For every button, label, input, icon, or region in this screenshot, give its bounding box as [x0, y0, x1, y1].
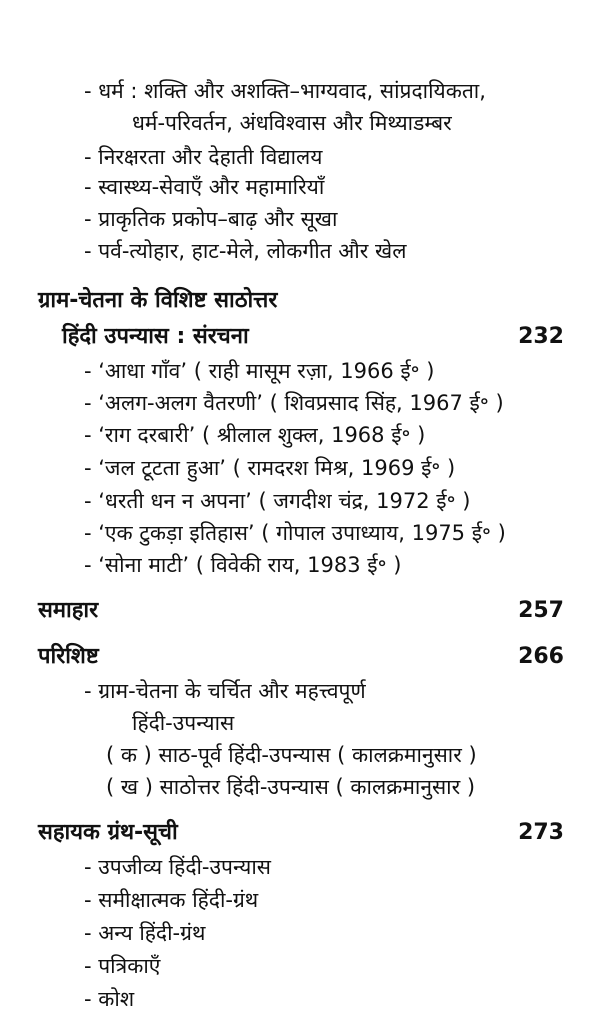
toc-subitem: - ग्राम-चेतना के चर्चित और महत्त्वपूर्ण — [84, 679, 366, 703]
toc-subitem: - धर्म : शक्ति और अशक्ति–भाग्यवाद, सांप्रदायिकता, — [84, 79, 486, 103]
toc-subitem-continuation: धर्म-परिवर्तन, अंधविश्वास और मिथ्याडम्बर — [132, 111, 452, 135]
section-heading: सहायक ग्रंथ-सूची — [38, 820, 178, 845]
toc-subitem: - स्वास्थ्य-सेवाएँ और महामारियाँ — [84, 175, 325, 199]
novel-entry: - ‘आधा गाँव’ ( राही मासूम रज़ा, 1966 ई॰ ) — [84, 359, 435, 383]
novel-entry: - ‘धरती धन न अपना’ ( जगदीश चंद्र, 1972 ई॰ ) — [84, 489, 471, 513]
bibliography-item: - उपजीव्य हिंदी-उपन्यास — [84, 855, 271, 879]
section-heading: समाहार — [38, 598, 99, 623]
toc-subitem: - प्राकृतिक प्रकोप–बाढ़ और सूखा — [84, 207, 338, 231]
bibliography-item: - समीक्षात्मक हिंदी-ग्रंथ — [84, 888, 259, 912]
toc-subitem-continuation: हिंदी-उपन्यास — [132, 711, 235, 735]
bibliography-item: - कोश — [84, 987, 135, 1011]
novel-entry: - ‘अलग-अलग वैतरणी’ ( शिवप्रसाद सिंह, 1967 ई॰ ) — [84, 391, 504, 415]
page-number: 232 — [518, 324, 564, 349]
bibliography-item: - पत्रिकाएँ — [84, 954, 161, 978]
page-number: 273 — [518, 820, 564, 845]
page-number: 257 — [518, 598, 564, 623]
novel-entry: - ‘सोना माटी’ ( विवेकी राय, 1983 ई॰ ) — [84, 553, 402, 577]
toc-subitem: - पर्व-त्योहार, हाट-मेले, लोकगीत और खेल — [84, 239, 407, 263]
novel-entry: - ‘राग दरबारी’ ( श्रीलाल शुक्ल, 1968 ई॰ ) — [84, 423, 426, 447]
appendix-entry: ( क ) साठ-पूर्व हिंदी-उपन्यास ( कालक्रमानुसार ) — [106, 743, 477, 767]
appendix-entry: ( ख ) साठोत्तर हिंदी-उपन्यास ( कालक्रमानुसार ) — [106, 775, 476, 799]
section-heading-continuation: हिंदी उपन्यास : संरचना — [62, 324, 249, 349]
bibliography-item: - अन्य हिंदी-ग्रंथ — [84, 921, 206, 945]
page-number: 266 — [518, 644, 564, 669]
section-heading: परिशिष्ट — [38, 644, 99, 669]
toc-subitem: - निरक्षरता और देहाती विद्यालय — [84, 145, 323, 169]
novel-entry: - ‘एक टुकड़ा इतिहास’ ( गोपाल उपाध्याय, 1975 ई॰ ) — [84, 521, 506, 545]
section-heading: ग्राम-चेतना के विशिष्ट साठोत्तर — [38, 288, 278, 313]
novel-entry: - ‘जल टूटता हुआ’ ( रामदरश मिश्र, 1969 ई॰ ) — [84, 456, 456, 480]
